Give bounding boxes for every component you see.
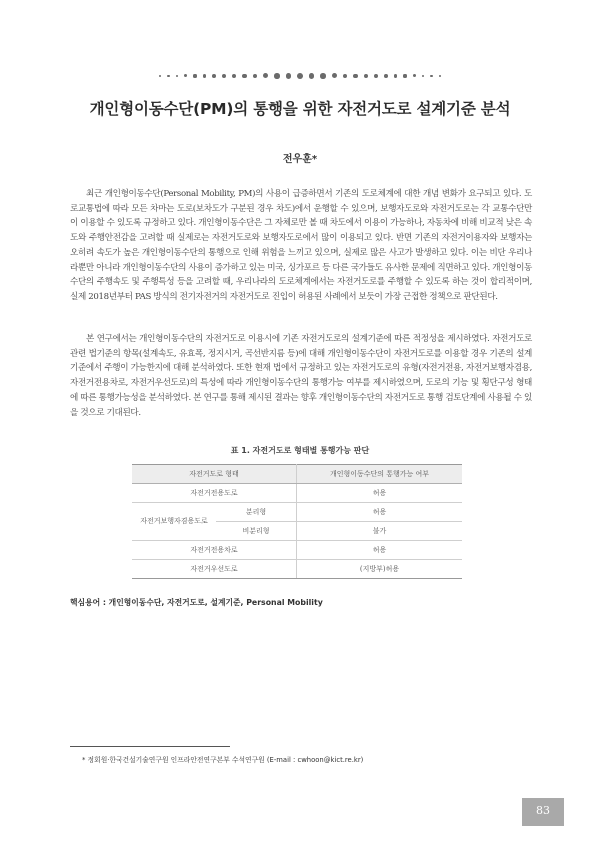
abstract-paragraph-2: 본 연구에서는 개인형이동수단의 자전거도로 이용시에 기존 자전거도로의 설계기준에 따른 적정성을 제시하였다. 자전거도로 관련 법기준의 항목(설계속도, 유효폭, 정지시거, 곡선반지름 등)에 대해 개인형이동수단이 자전거도로를 이용할 경우 기존의 설계기준에서 주행이 가능한지에 대해 분석하였다. 또한 현재 법에서 규정하고 있는 자전거도로의 유형(자전거전용, 자전거보행자겸용, 자전거전용차로, 자전거우선도로)의 특성에 따라 개인형이동수단의 통행가능 여부를 제시하였으며, 도로의 기능 및 횡단구성 형태에 따른 통행가능성을 분석하였다. 본 연구를 통해 제시된 결과는 향후 개인형이동수단의 자전거도로 통행 검토단계에 사용될 수 있을 것으로 기대된다. [70,334,532,418]
decorative-dot [422,75,425,78]
decorative-dot [353,74,358,79]
road-subtype-cell: 분리형 [216,503,297,522]
decorative-dot [193,74,196,77]
bike-road-type-table [132,464,462,579]
article-title: 개인형이동수단(PM)의 통행을 위한 자전거도로 설계기준 분석 [89,100,511,118]
table-row [132,560,462,579]
decorative-dot [222,74,226,78]
permission-cell: 허용 [297,484,463,503]
permission-cell: 허용 [297,541,463,560]
table-row [132,503,462,522]
decorative-dot [184,74,187,77]
road-group-cell: 자전거보행자겸용도로 [132,503,216,541]
decorative-dot [286,73,292,79]
road-type-cell: 자전거전용도로 [132,484,297,503]
keywords-line: 핵심용어 : 개인형이동수단, 자전거도로, 설계기준, Personal Mobility [70,598,323,607]
decorative-dot [232,74,236,78]
permission-cell: 허용 [297,503,463,522]
footnote-divider [70,746,230,747]
table-header-pm-permission: 개인형이동수단의 통행가능 여부 [297,465,463,484]
permission-cell: (지방부)허용 [297,560,463,579]
decorative-dot [176,75,179,78]
decorative-dot [403,74,406,77]
road-type-cell: 자전거우선도로 [132,560,297,579]
table-row [132,541,462,560]
decorative-dot [297,73,303,79]
decorative-dot [242,74,247,79]
table-caption: 표 1. 자전거도로 형태별 통행가능 판단 [230,446,370,455]
decorative-dot [203,74,206,77]
decorative-dot [439,75,441,77]
decorative-dot [413,74,416,77]
decorative-dot [343,74,348,79]
author-name: 전우훈* [282,154,318,165]
decorative-dot [394,74,397,77]
decorative-dot [212,74,216,78]
author-footnote: * 정회원·한국건설기술연구원 인프라안전연구본부 수석연구원 (E-mail : cwhoon@kict.re.kr) [82,756,364,764]
table-header-row [132,465,462,484]
decorative-dot [364,74,368,78]
road-subtype-cell: 비분리형 [216,522,297,541]
decorative-dot [253,74,258,79]
page-number: 83 [536,804,550,817]
road-type-cell: 자전거전용차로 [132,541,297,560]
decorative-dot [167,75,169,77]
decorative-dot [430,75,432,77]
permission-cell: 불가 [297,522,463,541]
decorative-dot [332,73,337,78]
decorative-dot [374,74,378,78]
decorative-dot-row [0,73,600,79]
abstract-paragraph-1: 최근 개인형이동수단(Personal Mobility, PM)의 사용이 급증하면서 기존의 도로체계에 대한 개념 변화가 요구되고 있다. 도로교통법에 따라 모든 차마는 도로(보차도가 구분된 경우 차도)에서 운행할 수 있으며, 보행자도로와 자전거도로는 각 교통수단만이 이용할 수 있도록 규정하고 있다. 개인형이동수단은 그 자체로만 볼 때 차도에서 이용이 가능하나, 자동차에 비해 비교적 낮은 속도와 주행안전감을 고려할 때 실제로는 자전거도로와 보행자도로에서 많이 이용되고 있다. 반면 기존의 자전거이용자와 보행자는 오히려 속도가 높은 개인형이동수단의 통행으로 인해 위험을 느끼고 있으며, 실제로 많은 사고가 발생하고 있다. 이는 비단 우리나라뿐만 아니라 개인형이동수단의 사용이 증가하고 있는 미국, 싱가포르 등 다른 국가들도 유사한 문제에 직면하고 있다. 개인형이동수단의 주행속도 및 주행특성 등을 고려할 때, 우리나라의 도로체계에서는 자전거도로를 주행할 수 있도록 하는 것이 합리적이며, 실제 2018년부터 PAS 방식의 전기자전거의 자전거도로 진입이 허용된 사례에서 보듯이 가장 근접한 정책으로 판단된다. [70,189,532,302]
decorative-dot [384,74,388,78]
page-number-tab [522,798,564,826]
table-header-road-type: 자전거도로 형태 [132,465,297,484]
decorative-dot [263,73,268,78]
decorative-dot [320,73,325,78]
table-row [132,484,462,503]
decorative-dot [274,73,279,78]
decorative-dot [309,73,315,79]
decorative-dot [159,75,161,77]
